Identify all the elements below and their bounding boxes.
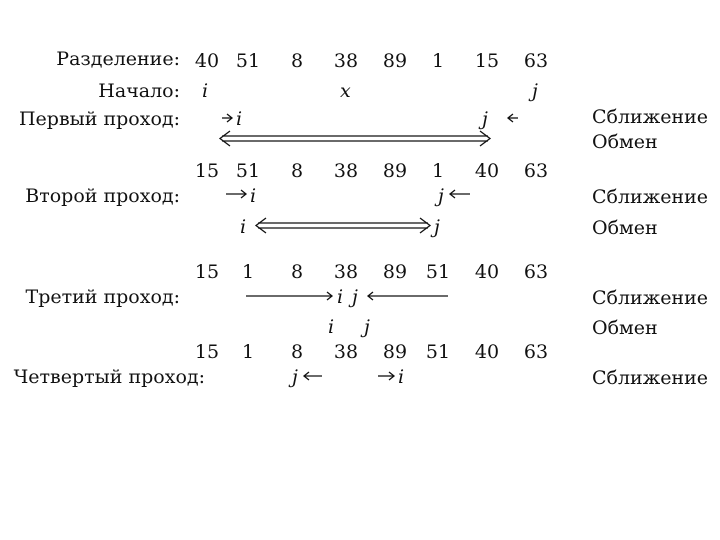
action-converge: Сближение	[592, 287, 709, 309]
label-pass4: Четвертый проход:	[13, 366, 205, 388]
arrow-left	[450, 190, 470, 198]
array-cell: 40	[194, 50, 220, 72]
marker-x: x	[340, 80, 351, 102]
array-cell: 51	[425, 341, 451, 363]
array-cell: 51	[235, 50, 261, 72]
marker-j: j	[438, 185, 444, 207]
array-cell: 51	[425, 261, 451, 283]
array-cell: 8	[290, 160, 304, 182]
label-pass2: Второй проход:	[25, 185, 180, 207]
array-cell: 8	[290, 50, 304, 72]
marker-j: j	[532, 80, 538, 102]
marker-j: j	[292, 366, 298, 388]
array-cell: 89	[382, 261, 408, 283]
array-cell: 63	[523, 341, 549, 363]
label-pass1: Первый проход:	[18, 108, 180, 130]
action-swap: Обмен	[592, 131, 658, 153]
array-cell: 40	[474, 341, 500, 363]
marker-i: i	[240, 216, 247, 238]
label-partition: Разделение:	[56, 48, 180, 70]
marker-j: j	[434, 216, 440, 238]
array-cell: 15	[194, 341, 220, 363]
action-converge: Сближение	[592, 186, 709, 208]
array-cell: 1	[241, 261, 255, 283]
arrow-right	[246, 292, 332, 300]
array-cell: 38	[333, 50, 359, 72]
marker-i: i	[328, 316, 335, 338]
action-swap: Обмен	[592, 217, 658, 239]
array-cell: 40	[474, 160, 500, 182]
array-cell: 63	[523, 50, 549, 72]
arrow-right	[226, 190, 246, 198]
array-cell: 89	[382, 341, 408, 363]
marker-j: j	[364, 316, 370, 338]
array-cell: 63	[523, 160, 549, 182]
array-cell: 8	[290, 341, 304, 363]
label-start: Начало:	[98, 80, 180, 102]
marker-i: i	[337, 286, 344, 308]
array-cell: 8	[290, 261, 304, 283]
array-cell: 15	[474, 50, 500, 72]
array-cell: 15	[194, 160, 220, 182]
array-cell: 1	[431, 50, 445, 72]
marker-i: i	[250, 185, 257, 207]
swap-double-arrow	[256, 218, 430, 233]
marker-i: i	[398, 366, 405, 388]
action-converge: Сближение	[592, 106, 709, 128]
array-cell: 40	[474, 261, 500, 283]
array-cell: 1	[241, 341, 255, 363]
arrow-right	[222, 114, 232, 122]
arrow-left	[508, 114, 518, 122]
marker-j: j	[352, 286, 358, 308]
marker-i: i	[202, 80, 209, 102]
array-cell: 38	[333, 261, 359, 283]
swap-double-arrow	[220, 131, 490, 146]
action-swap: Обмен	[592, 317, 658, 339]
array-cell: 51	[235, 160, 261, 182]
label-pass3: Третий проход:	[25, 286, 180, 308]
array-cell: 38	[333, 341, 359, 363]
arrow-left	[304, 372, 322, 380]
array-cell: 38	[333, 160, 359, 182]
marker-j: j	[482, 108, 488, 130]
array-cell: 89	[382, 160, 408, 182]
arrow-left	[368, 292, 448, 300]
arrow-right	[378, 372, 394, 380]
array-cell: 89	[382, 50, 408, 72]
array-cell: 63	[523, 261, 549, 283]
marker-i: i	[236, 108, 243, 130]
array-cell: 15	[194, 261, 220, 283]
action-converge: Сближение	[592, 367, 709, 389]
array-cell: 1	[431, 160, 445, 182]
